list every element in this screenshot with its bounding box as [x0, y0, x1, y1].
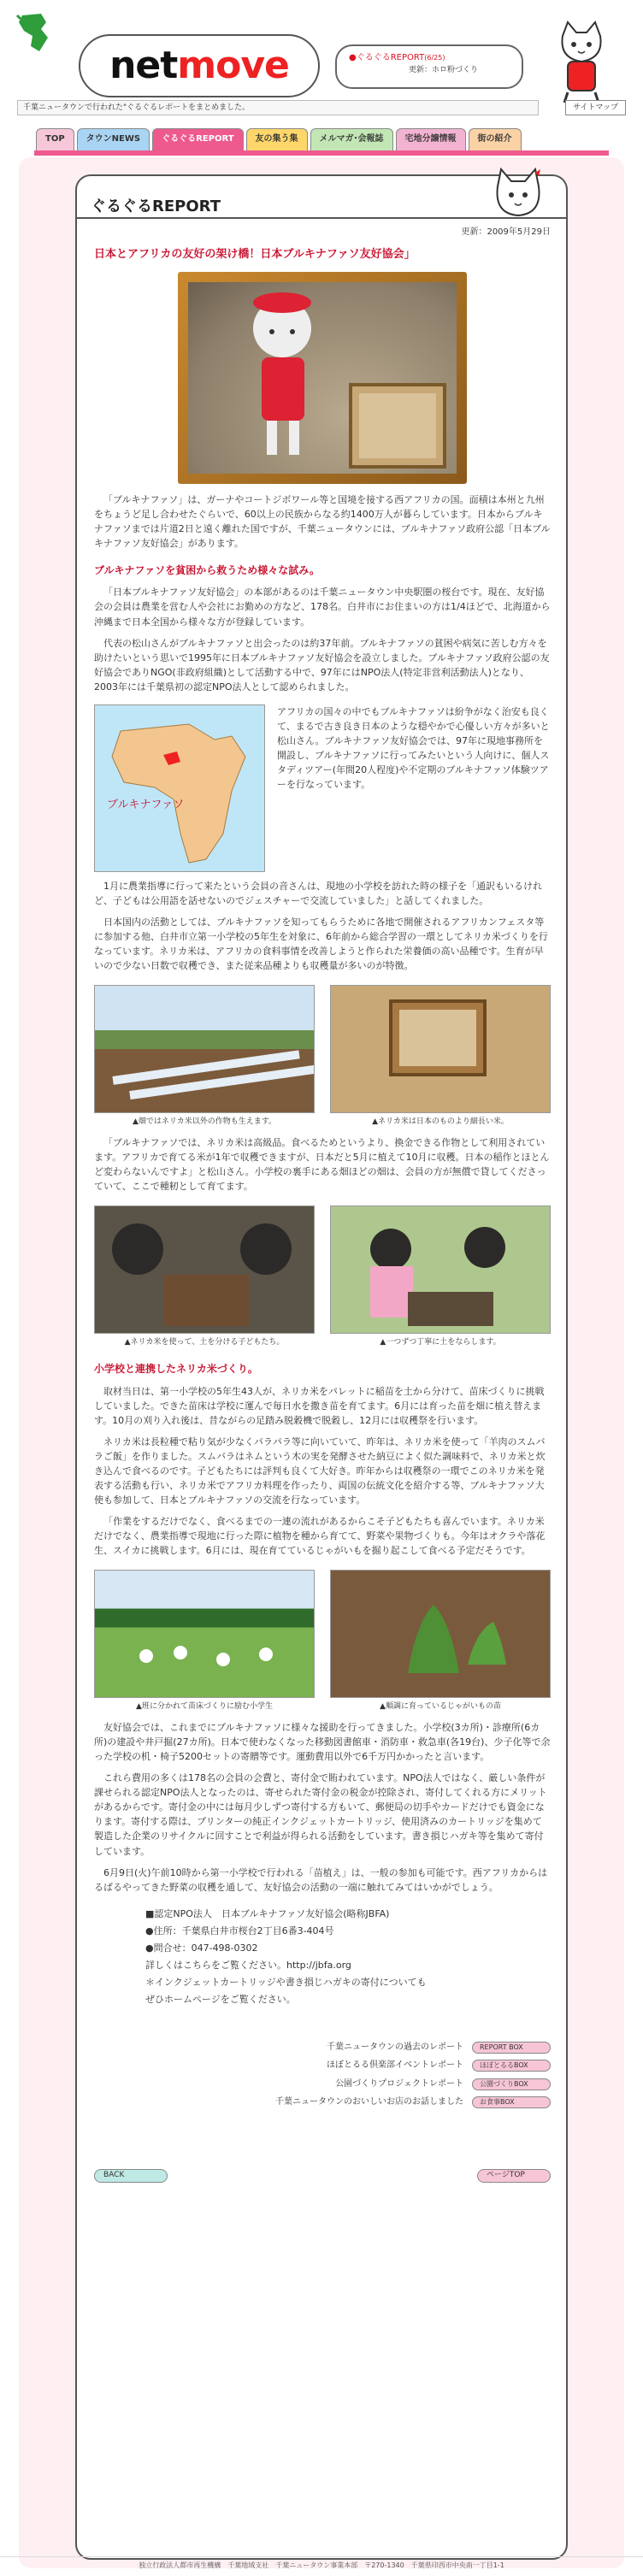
food-box-button[interactable]: お食事BOX: [472, 2096, 551, 2108]
field-photo-image: [94, 985, 315, 1113]
paragraph-1: 「ブルキナファソ」は、ガーナやコートジボワール等と国境を接する西アフリカの国。面積は本州と九州をちょうど足し合わせたぐらいで、60以上の民族からなる約1400万人が暮らしています。日本からブルキナファソまでは片道2日と遠く離れた国ですが、千葉ニュータウンには、ブルキナファソ政府公認「日本ブルキナファソ友好協会」があります。: [94, 493, 551, 549]
netmove-logo[interactable]: [79, 34, 320, 97]
logo-net-text: net: [109, 43, 178, 87]
paragraph-11: これら費用の多くは178名の会員の会費と、寄付金で賄われています。NPO法人ではなく、厳しい条件が課せられる認定NPO法人となったのは、寄せられた寄付金の税金が控除され、寄付してくれる方にメリットがあるからです。寄付金の中には毎月少しずつ寄付する方もいて、郵便局の切手やカードだけでも資金になります。寄付する際は、プリンターの純正インクジェットカートリッジ、使用済みのカートリッジを集めて製造した企業のリサイクルに回すことで利益が得られる活動をしています。書き損じハガキ等を集めて寄付しています。: [94, 1772, 547, 1857]
breadcrumb-bar: [17, 99, 626, 116]
org-address: ●住所：千葉県白井市桜台2丁目6番3-404号: [145, 1925, 334, 1936]
speech-date: (6/25): [424, 54, 445, 62]
bottom-nav: [94, 2169, 551, 2183]
paragraph-8: ネリカ米は長粒種で粘り気が少なくパラパラ等に向いていて、昨年は、ネリカ米を使って「羊肉のスムバラご飯」を作りました。スムバラはネムという木の実を発酵させた納豆によく似た調味料で、ネリカ米と炊き込んで食べるのです。子どもたちには評判も良くて大好き。昨年からは収穫祭の一環でこのネリカ米を発表する活動も行い、ネリカ米でアフリカ料理を作ったり、両国の伝統文化を紹介する等、ブルキナファソ大使も参加して、日本とブルキナファソの交流を行なっています。: [94, 1435, 546, 1506]
tab-town-news[interactable]: タウンNEWS: [77, 128, 150, 150]
doll-photo-image: [188, 282, 457, 474]
paragraph-4: 1月に農業指導に行って来たという会員の音さんは、現地の小学校を訪れた時の様子を「通訳もいるけれど、子どもは公用語を話せないのでジェスチャーで交流していました」と話してくれました。: [94, 880, 542, 906]
paragraph-10: 友好協会では、これまでにブルキナファソに様々な援助を行ってきました。小学校(3カ所)・診療所(6カ所)の建設や井戸掘(27カ所)。日本で使わなくなった移動図書館車・消防車・救急車(各19台)、少子化等で余った学校の机・椅子5200セットの寄贈等です。運動費用以外で6千万円かかったと言います。: [94, 1722, 551, 1763]
org-name: ■認定NPO法人 日本ブルキナファソ友好協会(略称JBFA): [145, 1907, 390, 1919]
paragraph-2: 「日本ブルキナファソ友好協会」の本部があるのは千葉ニュータウン中央駅圏の桜台です。現在、友好協会の会員は農業を営む人や会社にお勤めの方など、178名。白井市にお住まいの方は1/4ほどで、北海道から沖縄まで日本全国から様々な方が登録しています。: [94, 587, 551, 628]
photo-caption-4: ▲一つずつ丁寧に土をならします。: [380, 1338, 501, 1347]
children-photo-image-2: [330, 1205, 551, 1334]
related-links: [94, 2041, 551, 2109]
article-content: [94, 226, 551, 2183]
map-text: アフリカの国々の中でもブルキナファソは紛争がなく治安も良くて、まるで古き良き日本のような穏やかで心優しい方々が多いと松山さん。ブルキナファソ友好協会では、97年に現地事務所を開設し、ブルキナファソに行ってみたいという人向けに、個人スタディツアー(年間20人程度)や不定期のブルキナファソ体験ツアーを行なっています。: [277, 705, 550, 790]
site-header: [0, 0, 643, 111]
park-box-button[interactable]: 公園づくりBOX: [472, 2078, 551, 2090]
link-text-food: 千葉ニュータウンのおいしいお店のお話しました: [275, 2097, 463, 2107]
paragraph-9: 「作業をするだけでなく、食べるまでの一連の流れがあるからこそ子どもたちも喜んでいます。ネリカ米だけでなく、農業指導で現地に行った際に植物を種から育てて、野菜や果物づくりも。今年はオクラや落花生、スイカに挑戦します。6月には、現在育てているじゃがいもを掘り起こして食べる予定だそうです。: [94, 1516, 546, 1557]
tab-guruguru-report[interactable]: ぐるぐるREPORT: [152, 128, 243, 150]
speech-line1: ●ぐるぐるREPORT: [349, 53, 425, 62]
subheading-2: 小学校と連携したネリカ米づくり。: [94, 1363, 258, 1376]
tab-mailmag[interactable]: メルマガ･会報誌: [310, 128, 393, 150]
main-nav: [36, 128, 522, 150]
logo-move-text: move: [177, 43, 289, 87]
photo-row-3: [94, 1570, 551, 1713]
subheading-1: ブルキナファソを貧困から救うため様々な試み。: [94, 563, 321, 576]
rice-photo-image: [330, 985, 551, 1113]
potato-sprout-photo-image: [330, 1570, 551, 1698]
link-text-club: ほぼとるる倶楽部イベントレポート: [327, 2060, 463, 2071]
org-note-2: ぜひホームページをご覧ください。: [145, 1993, 296, 2005]
link-text-park: 公園づくりプロジェクトレポート: [335, 2078, 463, 2089]
paragraph-7: 取材当日は、第一小学校の5年生43人が、ネリカ米をパレットに稲苗を土から分けて、苗床づくりに挑戦していました。できた苗床は学校に運んで毎日水を撒き苗を育てます。6月には育った苗を畑に植え替えます。10月の刈り入れ後は、昔ながらの足踏み脱穀機で脱穀し、12月には収穫祭を行います。: [94, 1385, 545, 1426]
paragraph-12: 6月9日(火)午前10時から第一小学校で行われる「苗植え」は、一般の参加も可能です。西アフリカからはるばるやってきた野菜の収穫を通して、友好協会の活動の一端に触れてみてはいかがでしょう。: [94, 1866, 548, 1893]
update-speech-bubble[interactable]: [335, 44, 523, 89]
paragraph-3: 代表の松山さんがブルキナファソと出会ったのは約37年前。ブルキナファソの貧困や病気に苦しむ方々を助けたいという思いで1995年に日本ブルキナファソ友好協会を設立しました。ブルキナファソ政府公認の友好協会でありNGO(非政府組織)として活動する中で、97年にはNPO法人(特定非営利活動法人)となり、2003年には千葉県初の認定NPO法人として認められました。: [94, 637, 550, 693]
site-footer: 独立行政法人都市再生機構 千葉地域支社 千葉ニュータウン事業本部 〒270-1340 千葉県印西市中央南一丁目1-1: [0, 2556, 643, 2573]
org-note-1: ＊インクジェットカートリッジや書き損じハガキの寄付についても: [145, 1976, 427, 1988]
photo-caption-1: ▲畑ではネリカ米以外の作物も生えます。: [132, 1117, 277, 1127]
photo-caption-6: ▲順調に育っているじゃがいもの苗: [380, 1702, 501, 1712]
back-button[interactable]: BACK: [94, 2169, 168, 2183]
tab-takuchi[interactable]: 宅地分譲情報: [396, 128, 466, 150]
cat-mascot-icon: [547, 19, 616, 104]
sitemap-button[interactable]: サイトマップ: [565, 100, 626, 115]
breadcrumb: 千葉ニュータウンで行われた"ぐるぐるレポートをまとめました。: [17, 100, 539, 115]
report-box-button[interactable]: REPORT BOX: [472, 2042, 551, 2054]
map-section: [94, 704, 551, 872]
article-headline: 日本とアフリカの友好の架け橋！日本ブルキナファソ友好協会」: [94, 247, 416, 261]
main-photo: [178, 272, 467, 484]
children-photo-image-1: [94, 1205, 315, 1334]
link-text-report: 千葉ニュータウンの過去のレポート: [327, 2042, 463, 2052]
club-box-button[interactable]: ほぼとるるBOX: [472, 2060, 551, 2072]
org-web-link[interactable]: 詳しくはこちらをご覧ください。http://jbfa.org: [145, 1959, 351, 1971]
paragraph-6: 「ブルキナファソでは、ネリカ米は高級品。食べるためというより、換金できる作物として利用されています。アフリカで育てる米が1年で収穫できますが、日本だと5月に植えて10月に収穫。日本の稲作とほとんど変わらないんですよ」と松山さん。小学校の裏手にある畑ほどの畑は、会員の方が無償で貸してくださっていて、ここで種籾として育てます。: [94, 1136, 550, 1193]
chiba-map-logo[interactable]: [15, 12, 51, 55]
photo-caption-3: ▲ネリカ米を使って、土を分ける子どもたち。: [124, 1338, 285, 1347]
map-label: ブルキナファソ: [107, 798, 185, 811]
page-top-button[interactable]: ページTOP: [477, 2169, 551, 2183]
speech-line2: 更新：ホロ粉づくり: [409, 65, 479, 74]
tab-top[interactable]: TOP: [36, 128, 74, 150]
photo-row-1: [94, 985, 551, 1129]
update-date: 更新：2009年5月29日: [461, 227, 551, 237]
section-title: ぐるぐるREPORT: [77, 185, 566, 219]
paragraph-5: 日本国内の活動としては、ブルキナファソを知ってもらうために各地で開催されるアフリカンフェスタ等に参加する他、白井市立第一小学校の5年生を対象に、6年前から総合学習の一環としてネリカ米づくりを行なっています。ネリカ米は、アフリカの食料事情を改善しようと作られた栄養価の高い品種です。生育が早いので少ない日数で収穫でき、また従来品種よりも収穫量が多いのが特徴。: [94, 916, 548, 971]
tab-machi[interactable]: 街の紹介: [469, 128, 522, 150]
nav-underline: [34, 150, 609, 156]
photo-caption-5: ▲班に分かれて苗床づくりに励む小学生: [136, 1702, 273, 1712]
organization-info: [145, 1907, 551, 2007]
schoolyard-photo-image: [94, 1570, 315, 1698]
cat-face-icon: [491, 166, 546, 221]
report-panel: [75, 174, 568, 2560]
org-tel: ●問合せ：047-498-0302: [145, 1942, 258, 1954]
africa-map-image: [94, 704, 265, 872]
photo-row-2: [94, 1205, 551, 1349]
photo-caption-2: ▲ネリカ米は日本のものより細長い米。: [372, 1117, 509, 1127]
tab-tomo[interactable]: 友の集う集: [246, 128, 308, 150]
